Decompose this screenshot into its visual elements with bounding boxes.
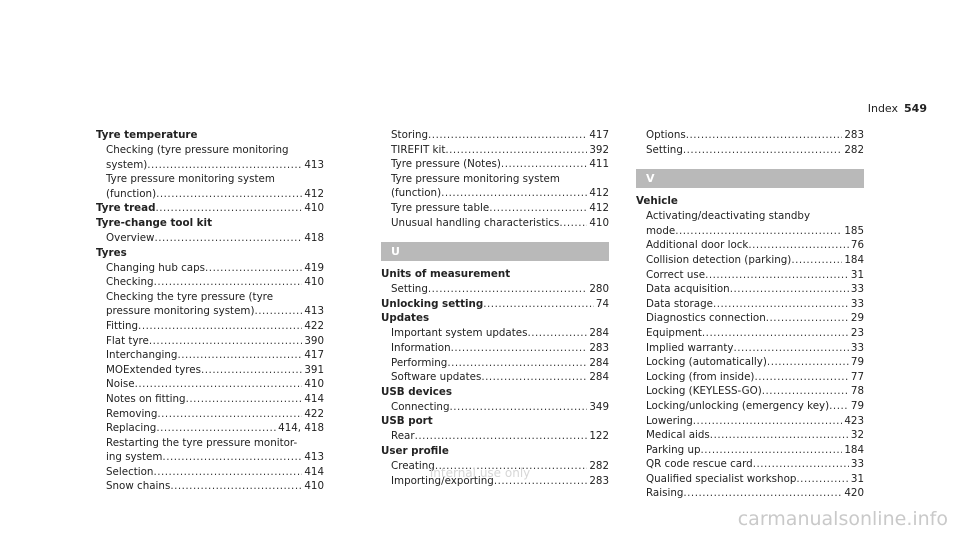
- entry-text: Locking (KEYLESS-GO): [646, 385, 762, 398]
- leader-dots: [205, 261, 302, 276]
- leader-dots: [170, 479, 302, 494]
- index-subentry: [381, 356, 609, 371]
- leader-dots: [447, 356, 587, 371]
- entry-text: Information: [391, 341, 451, 354]
- leader-dots: [177, 348, 302, 363]
- page-ref[interactable]: 413: [304, 305, 324, 318]
- entry-text: Unusual handling characteristics: [391, 216, 560, 229]
- index-subentry: [96, 377, 324, 392]
- index-subentry: [381, 201, 609, 216]
- page-ref[interactable]: 79: [850, 399, 864, 412]
- page-ref[interactable]: 185: [844, 224, 864, 237]
- index-entry: [381, 297, 609, 312]
- entry-text: Medical aids: [646, 429, 710, 442]
- watermark: Internal use only: [429, 466, 531, 480]
- leader-dots: [701, 443, 843, 458]
- page-ref[interactable]: 412: [589, 201, 609, 214]
- section-letter-u: U: [381, 242, 609, 261]
- entry-text: Removing: [106, 407, 158, 420]
- page-ref[interactable]: 390: [304, 334, 324, 347]
- page-ref[interactable]: 423: [844, 414, 864, 427]
- leader-dots: [138, 319, 302, 334]
- page-ref[interactable]: 422: [304, 319, 324, 332]
- page-ref[interactable]: 414: [304, 392, 324, 405]
- index-subentry: [381, 282, 609, 297]
- page-ref[interactable]: 410: [589, 216, 609, 229]
- page-ref[interactable]: 280: [589, 283, 609, 296]
- entry-text: Changing hub caps: [106, 261, 206, 274]
- index-subentry: [96, 158, 324, 173]
- leader-dots: [445, 143, 587, 158]
- page-ref[interactable]: 284: [589, 371, 609, 384]
- index-subentry: [381, 400, 609, 415]
- leader-dots: [748, 238, 849, 253]
- leader-dots: [713, 297, 849, 312]
- index-subentry: Tyre pressure monitoring system: [391, 172, 560, 185]
- page-ref[interactable]: 284: [589, 327, 609, 340]
- index-subentry: [96, 479, 324, 494]
- page-ref[interactable]: 31: [850, 268, 864, 281]
- entry-text: system): [106, 158, 148, 171]
- leader-dots: [767, 355, 849, 370]
- leader-dots: [733, 341, 848, 356]
- page-ref[interactable]: 284: [589, 356, 609, 369]
- leader-dots: [705, 268, 849, 283]
- page-number: 549: [904, 102, 927, 115]
- entry-text: Lowering: [646, 414, 693, 427]
- index-subentry: [636, 384, 864, 399]
- leader-dots: [710, 428, 849, 443]
- index-subentry: [636, 355, 864, 370]
- index-heading: USB devices: [381, 385, 453, 398]
- entry-text: Diagnostics connection: [646, 312, 766, 325]
- leader-dots: [489, 201, 587, 216]
- index-subentry: Checking (tyre pressure monitoring: [106, 144, 289, 156]
- index-subentry: [381, 186, 609, 201]
- index-subentry: [636, 143, 864, 158]
- entry-text: Selection: [106, 465, 154, 478]
- entry-text: TIREFIT kit: [391, 143, 446, 156]
- entry-text: Performing: [391, 356, 448, 369]
- index-heading: Tyre-change tool kit: [96, 216, 212, 229]
- index-subentry: [381, 157, 609, 172]
- index-subentry: [636, 414, 864, 429]
- index-subentry: [381, 216, 609, 231]
- page-ref[interactable]: 392: [589, 143, 609, 156]
- index-subentry: [381, 370, 609, 385]
- page-ref[interactable]: 33: [850, 283, 864, 296]
- entry-text: Additional door lock: [646, 239, 749, 252]
- entry-text: Tyre tread: [96, 202, 156, 215]
- entry-text: Replacing: [106, 422, 157, 435]
- page-ref[interactable]: 419: [304, 261, 324, 274]
- entry-text: ing system: [106, 451, 163, 464]
- index-heading: Tyres: [96, 246, 127, 259]
- index-subentry: [96, 187, 324, 202]
- index-heading: User profile: [381, 444, 449, 457]
- index-subentry: Tyre pressure monitoring system: [106, 173, 275, 186]
- index-subentry: [381, 143, 609, 158]
- page-ref[interactable]: 77: [850, 370, 864, 383]
- leader-dots: [829, 399, 849, 414]
- leader-dots: [527, 326, 587, 341]
- index-subentry: [636, 341, 864, 356]
- entry-text: (function): [391, 187, 442, 200]
- index-subentry: [96, 319, 324, 334]
- page-ref[interactable]: 413: [304, 451, 324, 464]
- entry-text: Setting: [646, 143, 683, 156]
- entry-text: Raising: [646, 487, 684, 500]
- entry-text: Data storage: [646, 297, 713, 310]
- index-subentry: [636, 326, 864, 341]
- page-ref[interactable]: 418: [304, 231, 324, 244]
- leader-dots: [686, 128, 843, 143]
- entry-text: mode: [646, 224, 676, 237]
- entry-text: Parking up: [646, 443, 701, 456]
- index-column-1: [96, 128, 324, 494]
- index-subentry: [96, 392, 324, 407]
- leader-dots: [135, 377, 303, 392]
- index-subentry: [381, 341, 609, 356]
- index-subentry: [96, 450, 324, 465]
- index-subentry: Restarting the tyre pressure monitor-: [106, 436, 298, 449]
- page-ref[interactable]: 122: [589, 430, 609, 443]
- page-ref[interactable]: 283: [589, 474, 609, 487]
- page-ref[interactable]: 391: [304, 363, 324, 376]
- index-subentry: [636, 370, 864, 385]
- entry-text: Storing: [391, 129, 429, 141]
- leader-dots: [683, 143, 842, 158]
- entry-text: Qualified specialist workshop: [646, 472, 797, 485]
- page-ref[interactable]: 283: [844, 129, 864, 141]
- index-subentry: [96, 231, 324, 246]
- leader-dots: [766, 311, 849, 326]
- entry-text: MOExtended tyres: [106, 363, 202, 376]
- page-ref[interactable]: 74: [595, 297, 609, 310]
- site-watermark: carmanualsonline.info: [737, 508, 948, 530]
- page-ref[interactable]: 282: [844, 143, 864, 156]
- page-ref[interactable]: 414, 418: [278, 422, 324, 435]
- page-ref[interactable]: 411: [589, 158, 609, 171]
- entry-text: Unlocking setting: [381, 297, 484, 310]
- page-ref[interactable]: 184: [844, 443, 864, 456]
- page-ref[interactable]: 29: [850, 312, 864, 325]
- entry-text: Software updates: [391, 371, 482, 384]
- entry-text: Setting: [391, 283, 428, 296]
- entry-text: QR code rescue card: [646, 458, 753, 471]
- index-subentry: [96, 407, 324, 422]
- index-subentry: [96, 363, 324, 378]
- leader-dots: [675, 224, 842, 239]
- index-entry: [96, 201, 324, 216]
- entry-text: Flat tyre: [106, 334, 149, 347]
- entry-text: Tyre pressure table: [391, 201, 490, 214]
- entry-text: Notes on fitting: [106, 392, 186, 405]
- leader-dots: [428, 282, 587, 297]
- leader-dots: [559, 216, 587, 231]
- leader-dots: [154, 275, 303, 290]
- entry-text: (function): [106, 187, 157, 200]
- leader-dots: [441, 186, 587, 201]
- entry-text: Correct use: [646, 268, 706, 281]
- leader-dots: [201, 363, 302, 378]
- index-subentry: Activating/deactivating standby: [646, 210, 811, 223]
- entry-text: pressure monitoring system): [106, 305, 255, 318]
- entry-text: Locking (from inside): [646, 370, 755, 383]
- leader-dots: [450, 400, 588, 415]
- entry-text: Implied warranty: [646, 341, 734, 354]
- leader-dots: [693, 414, 843, 429]
- index-subentry: [636, 224, 864, 239]
- page-ref[interactable]: 31: [850, 472, 864, 485]
- index-subentry: [636, 268, 864, 283]
- index-column-2: [381, 128, 609, 488]
- entry-text: Equipment: [646, 326, 702, 339]
- index-subentry: [96, 421, 324, 436]
- entry-text: Connecting: [391, 400, 450, 413]
- entry-text: Important system updates: [391, 327, 528, 340]
- leader-dots: [791, 253, 842, 268]
- entry-text: Creating: [391, 459, 435, 472]
- page-ref[interactable]: 414: [304, 465, 324, 478]
- page-ref[interactable]: 420: [844, 487, 864, 500]
- page-ref[interactable]: 33: [850, 458, 864, 471]
- page-ref[interactable]: 282: [589, 459, 609, 472]
- index-subentry: [96, 261, 324, 276]
- index-heading: Updates: [381, 312, 430, 325]
- leader-dots: [762, 384, 849, 399]
- page-ref[interactable]: 412: [589, 187, 609, 200]
- index-subentry: [636, 428, 864, 443]
- leader-dots: [156, 421, 276, 436]
- leader-dots: [155, 201, 302, 216]
- page-ref[interactable]: 79: [850, 356, 864, 369]
- page-ref[interactable]: 23: [850, 326, 864, 339]
- index-subentry: [636, 297, 864, 312]
- entry-text: Locking/unlocking (emergency key): [646, 399, 830, 412]
- entry-text: Checking: [106, 276, 154, 289]
- page-ref[interactable]: 283: [589, 341, 609, 354]
- page-ref[interactable]: 410: [304, 480, 324, 493]
- leader-dots: [501, 157, 587, 172]
- index-column-3: [636, 128, 864, 501]
- index-subentry: [381, 326, 609, 341]
- leader-dots: [754, 370, 848, 385]
- entry-text: Collision detection (parking): [646, 253, 792, 266]
- leader-dots: [483, 297, 594, 312]
- page-ref[interactable]: 410: [304, 202, 324, 215]
- index-subentry: [96, 348, 324, 363]
- page-ref[interactable]: 412: [304, 187, 324, 200]
- entry-text: Rear: [391, 430, 415, 443]
- page-ref[interactable]: 32: [850, 429, 864, 442]
- leader-dots: [162, 450, 302, 465]
- index-subentry: [636, 128, 864, 143]
- entry-text: Interchanging: [106, 349, 178, 362]
- index-subentry: [636, 253, 864, 268]
- index-subentry: [96, 275, 324, 290]
- leader-dots: [147, 158, 302, 173]
- page-ref[interactable]: 410: [304, 276, 324, 289]
- page-ref[interactable]: 417: [589, 129, 609, 141]
- leader-dots: [254, 304, 302, 319]
- index-subentry: [381, 429, 609, 444]
- entry-text: Options: [646, 129, 686, 141]
- entry-text: Locking (automatically): [646, 356, 767, 369]
- index-heading: Tyre temperature: [96, 129, 198, 141]
- leader-dots: [428, 128, 587, 143]
- leader-dots: [481, 370, 587, 385]
- page-header: [868, 102, 927, 115]
- page-ref[interactable]: 349: [589, 400, 609, 413]
- leader-dots: [156, 187, 302, 202]
- index-heading: Vehicle: [636, 195, 678, 208]
- index-subentry: [96, 304, 324, 319]
- entry-text: Fitting: [106, 319, 139, 332]
- index-subentry: [636, 238, 864, 253]
- leader-dots: [149, 334, 302, 349]
- index-subentry: Checking the tyre pressure (tyre: [106, 290, 274, 303]
- index-subentry: [636, 486, 864, 501]
- leader-dots: [186, 392, 303, 407]
- index-subentry: [96, 334, 324, 349]
- entry-text: Noise: [106, 378, 135, 391]
- page-ref[interactable]: 417: [304, 349, 324, 362]
- page-ref[interactable]: 33: [850, 341, 864, 354]
- index-subentry: [636, 282, 864, 297]
- leader-dots: [154, 231, 302, 246]
- section-letter-v: V: [636, 169, 864, 188]
- index-heading: USB port: [381, 415, 433, 428]
- header-label: Index: [867, 102, 899, 115]
- index-subentry: [636, 399, 864, 414]
- entry-text: Data acquisition: [646, 283, 730, 296]
- entry-text: Importing/exporting: [391, 474, 494, 487]
- page-ref[interactable]: 410: [304, 378, 324, 391]
- page-ref[interactable]: 422: [304, 407, 324, 420]
- page-ref[interactable]: 78: [850, 385, 864, 398]
- page-ref[interactable]: 76: [850, 239, 864, 252]
- entry-text: Overview: [106, 231, 155, 244]
- page-ref[interactable]: 184: [844, 253, 864, 266]
- index-subentry: [636, 311, 864, 326]
- entry-text: Snow chains: [106, 480, 171, 493]
- page-ref[interactable]: 413: [304, 158, 324, 171]
- index-subentry: [636, 443, 864, 458]
- leader-dots: [415, 429, 588, 444]
- index-subentry: [381, 128, 609, 143]
- leader-dots: [683, 486, 842, 501]
- leader-dots: [451, 341, 588, 356]
- index-heading: Units of measurement: [381, 268, 511, 281]
- leader-dots: [157, 407, 302, 422]
- leader-dots: [702, 326, 849, 341]
- page-ref[interactable]: 33: [850, 297, 864, 310]
- entry-text: Tyre pressure (Notes): [391, 158, 501, 171]
- leader-dots: [730, 282, 849, 297]
